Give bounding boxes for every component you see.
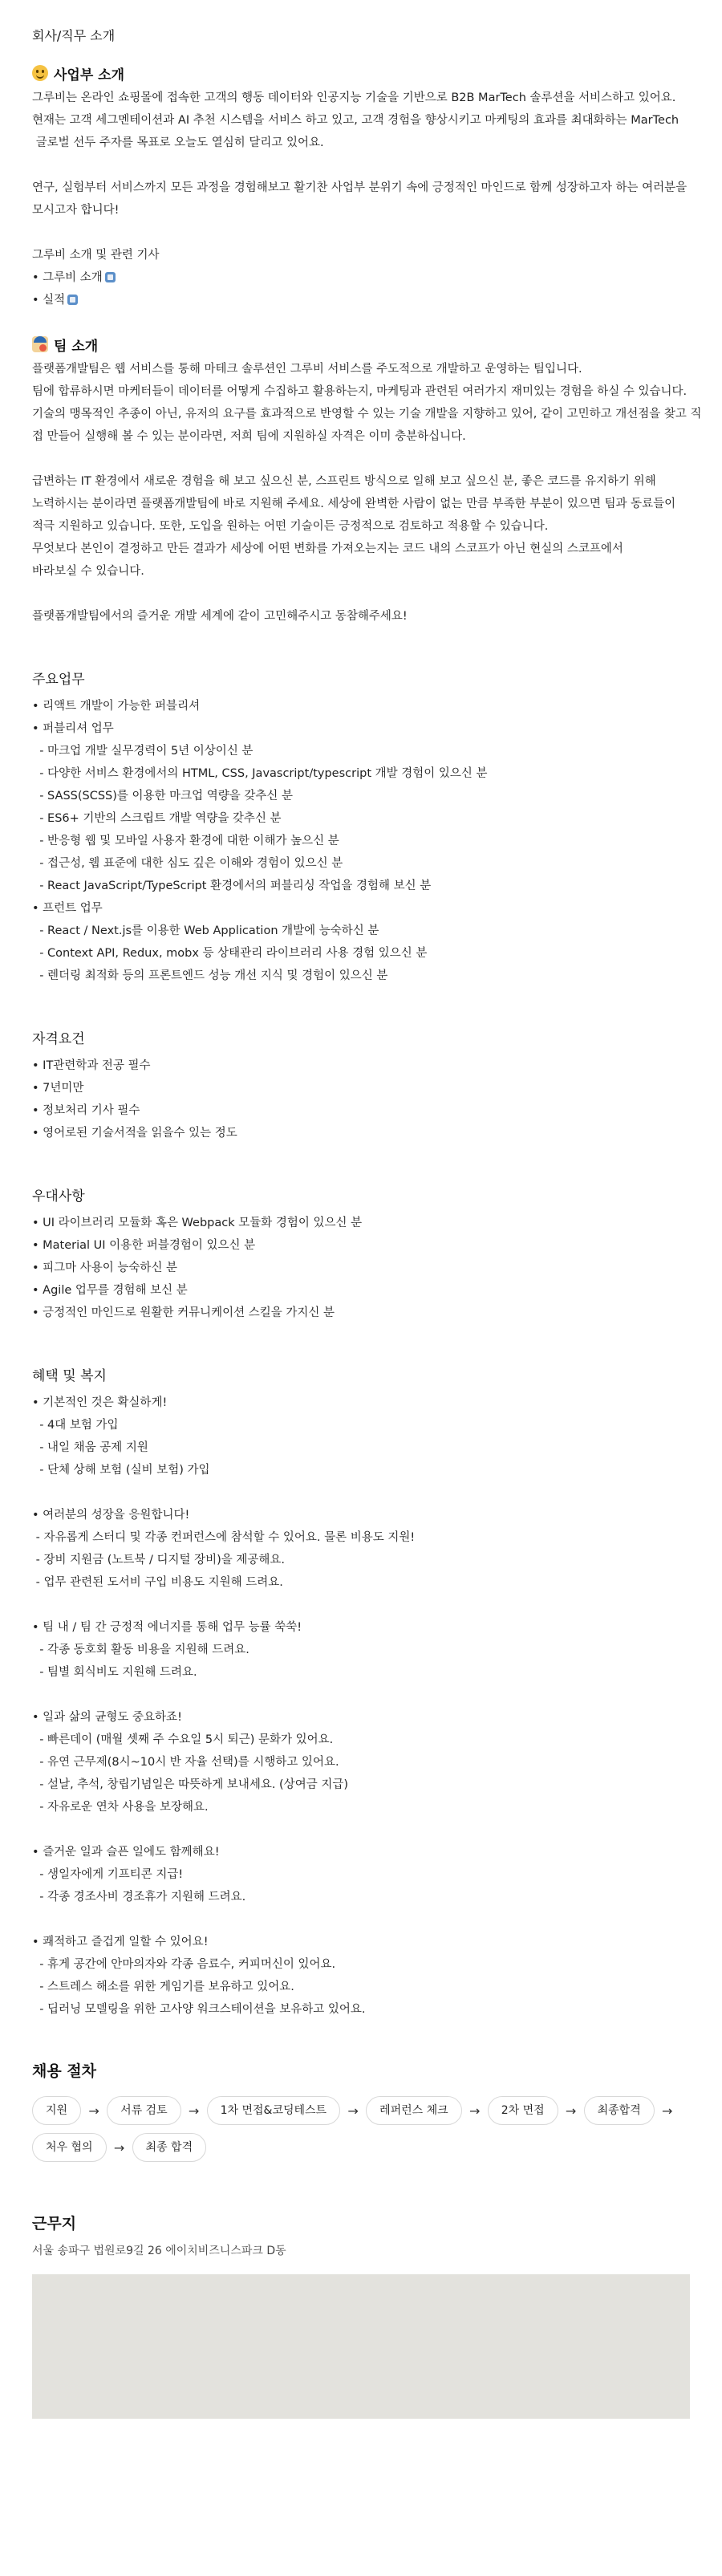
qualification-item: • 영어로된 기술서적을 읽을수 있는 정도 <box>32 1127 237 1140</box>
hiring-step-chip: 지원 <box>32 2096 81 2125</box>
duty-item: - SASS(SCSS)를 이용한 마크업 역량을 갖추신 분 <box>32 790 294 802</box>
benefit-item: - 생일자에게 기프티콘 지급! <box>32 1868 184 1881</box>
benefit-item: - 장비 지원금 (노트북 / 디지털 장비)을 제공해요. <box>32 1554 286 1566</box>
company-intro-title: 회사/직무 소개 <box>32 28 116 43</box>
arrow-right-icon: → <box>347 2103 359 2119</box>
arrow-right-icon: → <box>88 2103 99 2119</box>
benefit-item: • 여러분의 성장을 응원합니다! <box>32 1509 190 1522</box>
team-section-title <box>32 332 690 356</box>
business-section-title <box>32 61 690 85</box>
duty-item: • 퍼블리셔 업무 <box>32 722 114 735</box>
duty-item: - Context API, Redux, mobx 등 상태관리 라이브러리 사용 경험 있으신 분 <box>32 947 428 960</box>
team-line: 접 만들어 실행해 볼 수 있는 분이라면, 저희 팀에 지원하실 자격은 이미 충분하십니다. <box>32 430 466 443</box>
benefit-item: - 단체 상해 보험 (실비 보험) 가입 <box>32 1464 210 1477</box>
location-map[interactable] <box>32 2274 690 2419</box>
articles-heading: 그루비 소개 및 관련 기사 <box>32 249 160 262</box>
qualifications-title: 자격요건 <box>32 1031 85 1047</box>
benefit-item: - 팀별 회식비도 지원해 드려요. <box>32 1666 197 1679</box>
document-icon <box>105 272 116 282</box>
preferred-item: • Agile 업무를 경험해 보신 분 <box>32 1284 188 1297</box>
location-title: 근무지 <box>32 2215 77 2233</box>
hiring-step-chip: 레퍼런스 체크 <box>366 2096 462 2125</box>
benefit-item: - 스트레스 해소를 위한 게임기를 보유하고 있어요. <box>32 1981 294 1993</box>
team-line: 무엇보다 본인이 결정하고 만든 결과가 세상에 어떤 변화를 가져오는지는 코드 내의 스코프가 아닌 현실의 스코프에서 <box>32 542 623 555</box>
qualifications-list <box>32 1054 690 1144</box>
benefits-list <box>32 1392 690 2021</box>
groobee-intro-link[interactable] <box>32 266 690 289</box>
duty-item: - React / Next.js를 이용한 Web Application 개발에 능숙하신 분 <box>32 924 379 937</box>
business-line: 모시고자 합니다! <box>32 204 120 217</box>
benefit-item: - 설날, 추석, 창립기념일은 따뜻하게 보내세요. (상여금 지급) <box>32 1778 349 1791</box>
duty-item: - 다양한 서비스 환경에서의 HTML, CSS, Javascript/typescript 개발 경험이 있으신 분 <box>32 767 488 780</box>
smile-emoji-icon <box>32 65 48 81</box>
benefit-item: - 각종 경조사비 경조휴가 지원해 드려요. <box>32 1891 246 1904</box>
benefit-item: - 업무 관련된 도서비 구입 비용도 지원해 드려요. <box>32 1576 283 1589</box>
duty-item: • 프런트 업무 <box>32 902 103 915</box>
team-description <box>32 358 702 628</box>
business-title-text: 사업부 소개 <box>54 67 125 83</box>
benefit-item: - 휴게 공간에 안마의자와 각종 음료수, 커피머신이 있어요. <box>32 1958 336 1971</box>
duty-item: - React JavaScript/TypeScript 환경에서의 퍼블리싱 작업을 경험해 보신 분 <box>32 880 432 892</box>
team-line: 플랫폼개발팀에서의 즐거운 개발 세계에 같이 고민해주시고 동참해주세요! <box>32 610 408 623</box>
duty-item: • 리액트 개발이 가능한 퍼블리셔 <box>32 700 201 713</box>
duty-item: - 렌더링 최적화 등의 프론트엔드 성능 개선 지식 및 경험이 있으신 분 <box>32 969 388 982</box>
preferred-item: • 긍정적인 마인드로 원활한 커뮤니케이션 스킬을 가지신 분 <box>32 1306 335 1319</box>
qualification-item: • 7년미만 <box>32 1082 84 1095</box>
duty-item: - 반응형 웹 및 모바일 사용자 환경에 대한 이해가 높으신 분 <box>32 835 339 847</box>
groobee-intro-link-text: 그루비 소개 <box>43 271 103 284</box>
benefit-item: - 빠른데이 (매월 셋째 주 수요일 5시 퇴근) 문화가 있어요. <box>32 1733 334 1746</box>
hiring-step-chip: 서류 검토 <box>107 2096 181 2125</box>
benefit-item: - 자유로운 연차 사용을 보장해요. <box>32 1801 209 1814</box>
arrow-right-icon: → <box>188 2103 200 2119</box>
team-line: 적극 지원하고 있습니다. 또한, 도입을 원하는 어떤 기술이든 긍정적으로 검토하고 적용할 수 있습니다. <box>32 520 549 533</box>
qualification-item: • IT관련학과 전공 필수 <box>32 1059 151 1072</box>
arrow-right-icon: → <box>113 2139 125 2155</box>
hiring-step-chip: 최종합격 <box>584 2096 655 2125</box>
preferred-item: • UI 라이브러리 모듈화 혹은 Webpack 모듈화 경험이 있으신 분 <box>32 1217 363 1229</box>
hiring-step-chip: 1차 면접&코딩테스트 <box>207 2096 340 2125</box>
hiring-step-chip: 2차 면접 <box>488 2096 558 2125</box>
team-title-text: 팀 소개 <box>54 338 99 355</box>
hiring-steps <box>32 2096 690 2162</box>
benefit-item: • 팀 내 / 팀 간 긍정적 에너지를 통해 업무 능률 쑥쑥! <box>32 1621 302 1634</box>
team-line: 바라보실 수 있습니다. <box>32 565 144 578</box>
business-line: 글로벌 선두 주자를 목표로 오늘도 열심히 달리고 있어요. <box>32 136 324 149</box>
benefit-item: - 딥러닝 모델링을 위한 고사양 워크스테이션을 보유하고 있어요. <box>32 2003 366 2016</box>
business-line: 연구, 실험부터 서비스까지 모든 과정을 경험해보고 활기찬 사업부 분위기 속에 긍정적인 마인드로 함께 성장하고자 하는 여러분을 <box>32 181 688 194</box>
office-address: 서울 송파구 법원로9길 26 에이치비즈니스파크 D동 <box>32 2245 286 2257</box>
benefit-item: - 유연 근무제(8시~10시 반 자율 선택)를 시행하고 있어요. <box>32 1756 339 1769</box>
benefit-item: - 4대 보험 가입 <box>32 1419 119 1432</box>
arrow-right-icon: → <box>468 2103 481 2119</box>
benefit-item: - 각종 동호회 활동 비용을 지원해 드려요. <box>32 1644 249 1656</box>
team-line: 팀에 합류하시면 마케터들이 데이터를 어떻게 수집하고 활용하는지, 마케팅과 관련된 여러가지 재미있는 경험을 하실 수 있습니다. <box>32 385 688 398</box>
duty-item: - ES6+ 기반의 스크립트 개발 역량을 갖추신 분 <box>32 812 282 825</box>
arrow-right-icon: → <box>565 2103 577 2119</box>
business-line: 현재는 고객 세그멘테이션과 AI 추천 시스템을 서비스 하고 있고, 고객 경험을 향상시키고 마케팅의 효과를 최대화하는 MarTech <box>32 114 679 127</box>
benefit-item: • 일과 삶의 균형도 중요하죠! <box>32 1711 182 1724</box>
benefit-item: • 쾌적하고 즐겁게 일할 수 있어요! <box>32 1936 209 1948</box>
team-line: 기술의 맹목적인 추종이 아닌, 유저의 요구를 효과적으로 반영할 수 있는 기술 개발을 지향하고 있어, 같이 고민하고 개선점을 찾고 직 <box>32 408 702 421</box>
preferred-list <box>32 1212 690 1324</box>
benefit-item: • 기본적인 것은 확실하게! <box>32 1396 168 1409</box>
hiring-step-chip: 최종 합격 <box>132 2133 207 2162</box>
performance-link-text: 실적 <box>43 294 66 307</box>
duty-item: - 접근성, 웹 표준에 대한 심도 깊은 이해와 경험이 있으신 분 <box>32 857 343 870</box>
business-line: 그루비는 온라인 쇼핑몰에 접속한 고객의 행동 데이터와 인공지능 기술을 기반으로 B2B MarTech 솔루션을 서비스하고 있어요. <box>32 91 676 104</box>
team-line: 노력하시는 분이라면 플랫폼개발팀에 바로 지원해 주세요. 세상에 완벽한 사람이 없는 만큼 부족한 부분이 있으면 팀과 동료들이 <box>32 498 676 510</box>
preferred-item: • Material UI 이용한 퍼블경험이 있으신 분 <box>32 1239 256 1252</box>
document-icon <box>67 295 78 305</box>
artist-emoji-icon <box>32 336 48 352</box>
preferred-item: • 피그마 사용이 능숙하신 분 <box>32 1262 178 1274</box>
benefit-item: - 자유롭게 스터디 및 각종 컨퍼런스에 참석할 수 있어요. 물론 비용도 지원! <box>32 1531 416 1544</box>
benefits-title: 혜택 및 복지 <box>32 1368 107 1384</box>
business-description <box>32 87 690 311</box>
benefit-item: • 즐거운 일과 슬픈 일에도 함께해요! <box>32 1846 220 1859</box>
hiring-step-chip: 처우 협의 <box>32 2133 107 2162</box>
benefit-item: - 내일 채움 공제 지원 <box>32 1441 148 1454</box>
duties-list <box>32 695 690 987</box>
team-line: 급변하는 IT 환경에서 새로운 경험을 해 보고 싶으신 분, 스프린트 방식으로 일해 보고 싶으신 분, 좋은 코드를 유지하기 위해 <box>32 475 656 488</box>
qualification-item: • 정보처리 기사 필수 <box>32 1104 140 1117</box>
duty-item: - 마크업 개발 실무경력이 5년 이상이신 분 <box>32 745 254 758</box>
hiring-process-title: 채용 절차 <box>32 2062 97 2080</box>
preferred-title: 우대사항 <box>32 1188 85 1205</box>
arrow-right-icon: → <box>662 2103 673 2119</box>
duties-title: 주요업무 <box>32 672 85 688</box>
performance-link[interactable] <box>32 289 690 311</box>
team-line: 플랫폼개발팀은 웹 서비스를 통해 마테크 솔루션인 그루비 서비스를 주도적으로 개발하고 운영하는 팀입니다. <box>32 363 582 376</box>
